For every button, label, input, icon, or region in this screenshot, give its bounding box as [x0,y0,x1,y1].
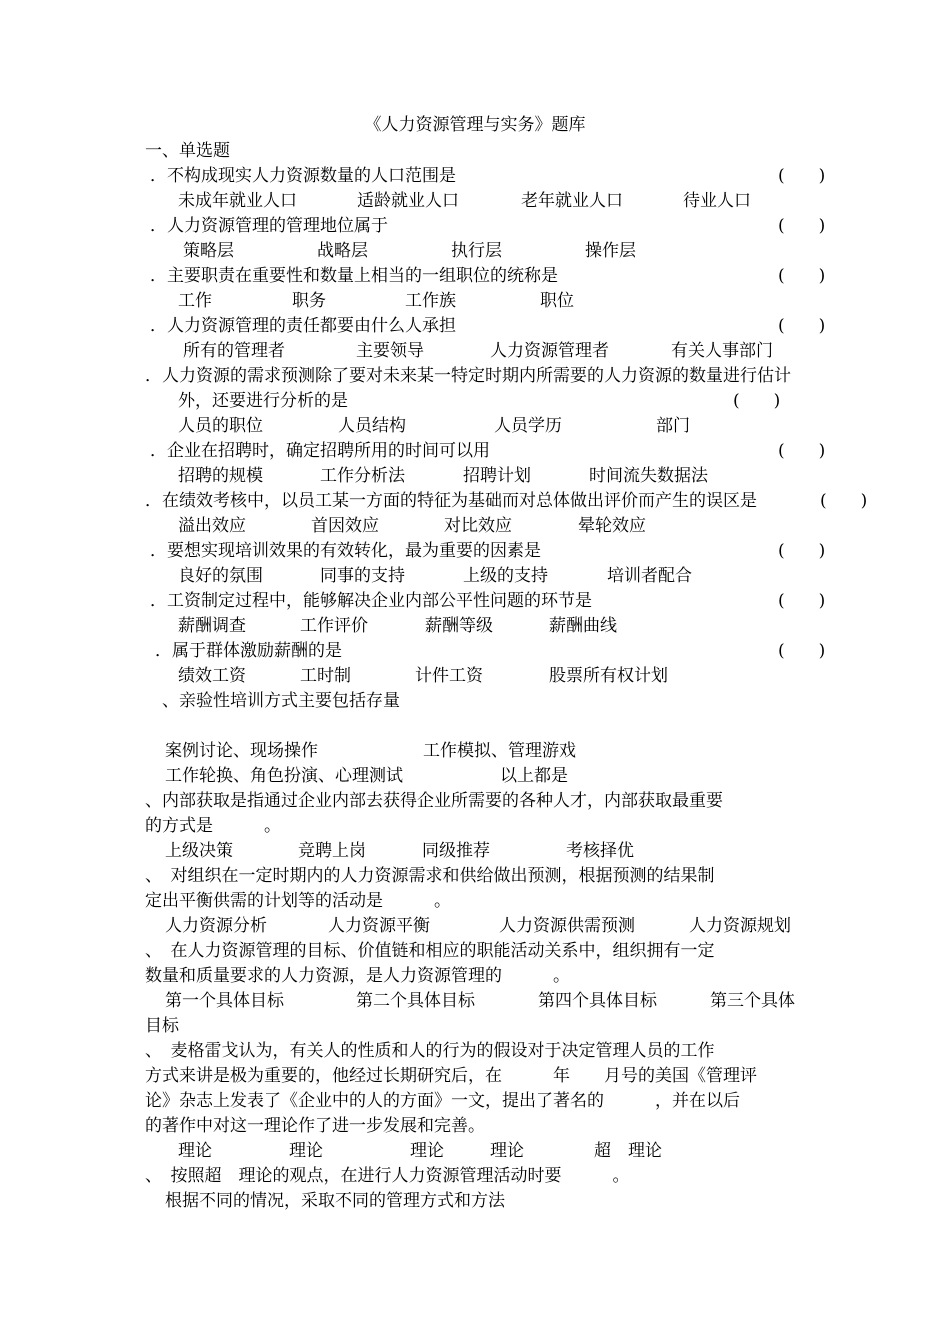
question-8-option: 良好的氛围 [178,566,263,586]
question-5-option: 人员的职位 [178,416,263,436]
question-5-answer-blank: ( ) [733,391,781,411]
question-7-text: ．在绩效考核中，以员工某一方面的特征为基础而对总体做出评价而产生的误区是 [145,491,757,511]
question-5-option: 人员结构 [338,416,406,436]
question-15-text: 的著作中对这一理论作了进一步发展和完善。 [145,1116,485,1136]
question-11-option: 工作模拟、管理游戏 [423,741,576,761]
question-7-option: 溢出效应 [178,516,246,536]
question-9-option: 工作评价 [300,616,368,636]
document-title: 《人力资源管理与实务》题库 [364,115,586,135]
question-2-option: 战略层 [317,241,368,261]
question-12-text: 、内部获取是指通过企业内部去获得企业所需要的各种人才，内部获取最重要 [145,791,723,811]
question-15-option: 理论 [410,1141,444,1161]
question-5-option: 人员学历 [494,416,562,436]
question-8-option: 上级的支持 [463,566,548,586]
question-7-option: 晕轮效应 [578,516,646,536]
question-2-text: ．人力资源管理的管理地位属于 [150,216,388,236]
question-12-text: 的方式是 。 [145,816,281,836]
question-12-option: 竞聘上岗 [298,841,366,861]
question-14-option: 第四个具体目标 [538,991,657,1011]
question-8-answer-blank: ( ) [778,541,826,561]
question-15-option: 超 理论 [594,1141,662,1161]
question-15-text: 、 麦格雷戈认为，有关人的性质和人的行为的假设对于决定管理人员的工作 [145,1041,715,1061]
question-8-option: 培训者配合 [607,566,692,586]
question-13-option: 人力资源供需预测 [499,916,635,936]
question-1-answer-blank: ( ) [778,166,826,186]
question-4-text: ．人力资源管理的责任都要由什么人承担 [150,316,456,336]
question-14-text: 、 在人力资源管理的目标、价值链和相应的职能活动关系中，组织拥有一定 [145,941,715,961]
question-6-option: 工作分析法 [320,466,405,486]
question-9-option: 薪酬调查 [178,616,246,636]
question-1-option: 老年就业人口 [521,191,623,211]
question-7-answer-blank: ( ) [820,491,868,511]
question-13-text: 定出平衡供需的计划等的活动是 。 [145,891,451,911]
question-10-text: ．属于群体激励薪酬的是 [155,641,342,661]
question-8-text: ．要想实现培训效果的有效转化，最为重要的因素是 [150,541,541,561]
question-12-option: 同级推荐 [422,841,490,861]
question-10-answer-blank: ( ) [778,641,826,661]
question-1-option: 未成年就业人口 [178,191,297,211]
question-4-option: 所有的管理者 [183,341,285,361]
question-1-option: 待业人口 [683,191,751,211]
question-6-text: ．企业在招聘时，确定招聘所用的时间可以用 [150,441,490,461]
question-6-option: 时间流失数据法 [589,466,708,486]
question-14-option: 第一个具体目标 [165,991,284,1011]
question-16-text: 、 按照超 理论的观点，在进行人力资源管理活动时要 。 [145,1166,630,1186]
question-1-option: 适龄就业人口 [357,191,459,211]
question-4-option: 人力资源管理者 [490,341,609,361]
question-9-option: 薪酬曲线 [549,616,617,636]
section-heading: 一、单选题 [145,141,230,161]
question-14-text: 数量和质量要求的人力资源，是人力资源管理的 。 [145,966,570,986]
question-7-option: 对比效应 [444,516,512,536]
question-12-option: 上级决策 [165,841,233,861]
question-16-option: 根据不同的情况，采取不同的管理方式和方法 [165,1191,505,1211]
question-5-text: ．人力资源的需求预测除了要对未来某一特定时期内所需要的人力资源的数量进行估计 [145,366,791,386]
question-5-text: 外，还要进行分析的是 [178,391,348,411]
question-9-answer-blank: ( ) [778,591,826,611]
question-14-option: 目标 [145,1016,179,1036]
question-3-option: 工作族 [405,291,456,311]
question-4-option: 主要领导 [356,341,424,361]
question-8-option: 同事的支持 [320,566,405,586]
question-3-option: 职务 [292,291,326,311]
question-1-text: ．不构成现实人力资源数量的人口范围是 [150,166,456,186]
question-10-option: 绩效工资 [178,666,246,686]
question-11-option: 案例讨论、现场操作 [165,741,318,761]
question-2-answer-blank: ( ) [778,216,826,236]
question-15-option: 理论 [490,1141,524,1161]
question-13-text: 、 对组织在一定时期内的人力资源需求和供给做出预测，根据预测的结果制 [145,866,715,886]
question-11-option: 工作轮换、角色扮演、心理测试 [165,766,403,786]
question-10-option: 工时制 [300,666,351,686]
question-15-text: 论》杂志上发表了《企业中的人的方面》一文，提出了著名的 ，并在以后 [145,1091,740,1111]
question-3-option: 工作 [178,291,212,311]
question-4-option: 有关人事部门 [671,341,773,361]
question-14-option: 第二个具体目标 [356,991,475,1011]
question-2-option: 操作层 [585,241,636,261]
question-2-option: 策略层 [183,241,234,261]
question-12-option: 考核择优 [566,841,634,861]
question-15-option: 理论 [289,1141,323,1161]
question-2-option: 执行层 [451,241,502,261]
question-4-answer-blank: ( ) [778,316,826,336]
question-9-option: 薪酬等级 [425,616,493,636]
question-11-text: 、亲验性培训方式主要包括存量 [162,691,400,711]
question-13-option: 人力资源规划 [689,916,791,936]
question-15-text: 方式来讲是极为重要的，他经过长期研究后，在 年 月号的美国《管理评 [145,1066,757,1086]
question-6-option: 招聘的规模 [178,466,263,486]
question-3-text: ．主要职责在重要性和数量上相当的一组职位的统称是 [150,266,558,286]
question-3-option: 职位 [540,291,574,311]
question-14-option: 第三个具体 [710,991,795,1011]
question-6-option: 招聘计划 [463,466,531,486]
question-15-option: 理论 [178,1141,212,1161]
question-3-answer-blank: ( ) [778,266,826,286]
question-13-option: 人力资源分析 [165,916,267,936]
question-10-option: 计件工资 [415,666,483,686]
question-9-text: ．工资制定过程中，能够解决企业内部公平性问题的环节是 [150,591,592,611]
question-5-option: 部门 [656,416,690,436]
question-6-answer-blank: ( ) [778,441,826,461]
question-11-option: 以上都是 [500,766,568,786]
question-10-option: 股票所有权计划 [549,666,668,686]
question-13-option: 人力资源平衡 [328,916,430,936]
question-7-option: 首因效应 [311,516,379,536]
